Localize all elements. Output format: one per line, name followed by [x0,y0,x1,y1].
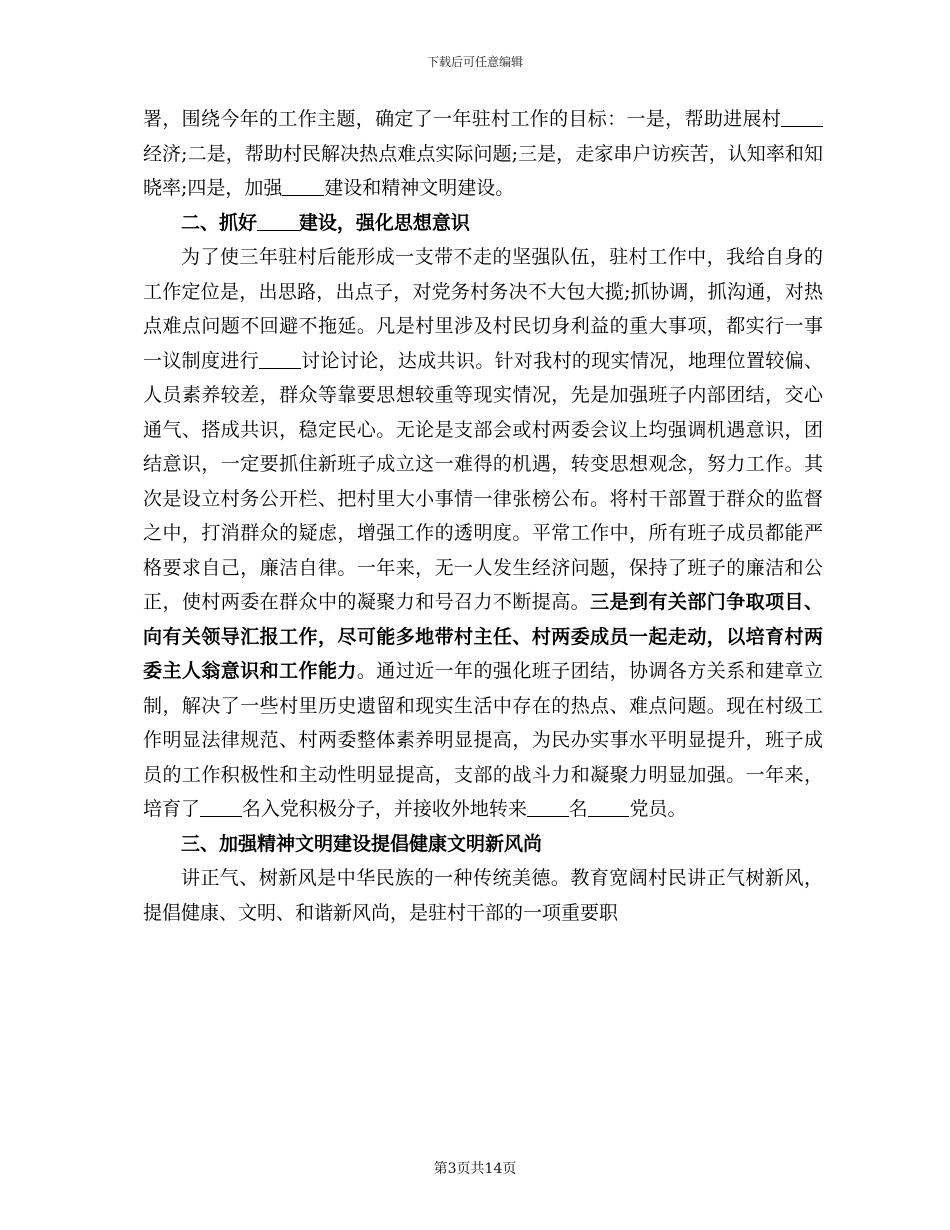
heading-text: 建设，强化思想意识 [298,211,470,234]
paragraph-goals [143,102,823,206]
paragraph-text: 为了使三年驻村后能形成一支带不走的坚强队伍，驻村工作中，我给自身的工作定位是，出思路，出点子，对党务村务决不大包大揽;抓协调，抓沟通，对热点难点问题不回避不拖延。凡是村里涉及村民切身利益的重大事项，都实行一事一议制度进行 [143,246,823,372]
document-body [143,102,823,930]
paragraph-text: 名 [568,798,588,820]
bold-emphasis-text: 三是到有关部门争取项目、向有关领导汇报工作，尽可能多地带村主任、村两委成员一起走动，以培育村两委主人翁意识和工作能力 [143,591,823,682]
paragraph-text: 讨论讨论，达成共识。针对我村的现实情况，地理位置较偏、人员素养较差，群众等靠要思想较重等现实情况，先是加强班子内部团结，交心通气、搭成共识，稳定民心。无论是支部会或村两委会议上均强调机遇意识，团结意识，一定要抓住新班子成立这一难得的机遇，转变思想观念，努力工作。其次是设立村务公开栏、把村里大小事情一律张榜公布。将村干部置于群众的监督之中，打消群众的疑虑，增强工作的透明度。平常工作中，所有班子成员都能严格要求自己，廉洁自律。一年来，无一人发生经济问题，保持了班子的廉洁和公正，使村两委在群众中的凝聚力和号召力不断提高。 [143,349,823,613]
page-header: 下载后可任意编辑 [426,55,523,69]
blank-line [781,107,823,127]
section-heading-2 [143,206,823,241]
paragraph-civilization: 讲正气、树新风是中华民族的一种传统美德。教育宽阔村民讲正气树新风，提倡健康、文明、和谐新风尚，是驻村干部的一项重要职 [143,867,823,924]
blank-line [282,176,324,196]
blank-line [259,349,301,369]
blank-line [527,797,569,817]
paragraph-text: 党员。 [629,798,687,820]
blank-line [588,797,630,817]
paragraph-text: 。通过近一年的强化班子团结，协调各方关系和建章立制，解决了一些村里历史遗留和现实生活中存在的热点、难点问题。现在村级工作明显法律规范、村两委整体素养明显提高，为民办实事水平明显提升，班子成员的工作积极性和主动性明显提高，支部的战斗力和凝聚力明显加强。一年来，培育了 [143,660,823,820]
blank-line [257,211,299,231]
paragraph-text: 建设和精神文明建设。 [324,177,515,199]
heading-text: 二、抓好 [181,211,258,234]
blank-line [200,797,242,817]
section-heading-3: 三、加强精神文明建设提倡健康文明新风尚 [181,832,543,855]
paragraph-text: 经济;二是，帮助村民解决热点难点实际问题;三是，走家串户访疾苦，认知率和知晓率;四是，加强 [143,142,823,199]
paragraph-text: 署，围绕今年的工作主题，确定了一年驻村工作的目标：一是，帮助进展村 [143,108,782,130]
paragraph-team-building [143,240,823,827]
paragraph-text: 名入党积极分子，并接收外地转来 [241,798,527,820]
page-footer: 第3页共14页 [433,1161,517,1177]
